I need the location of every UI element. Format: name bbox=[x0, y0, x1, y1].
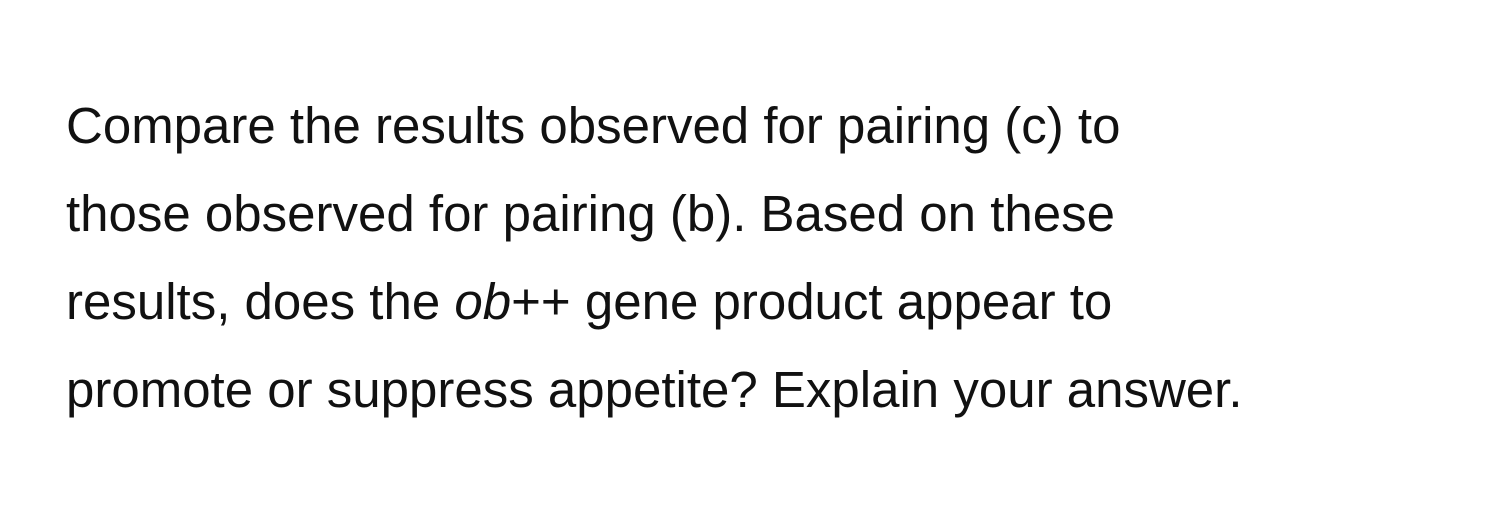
question-line-3 bbox=[66, 258, 1466, 346]
question-line-3-end: ++ gene product appear to bbox=[511, 273, 1113, 330]
question-text bbox=[66, 82, 1466, 434]
question-line-3-start: results, does the bbox=[66, 273, 455, 330]
question-line-2: those observed for pairing (b). Based on these bbox=[66, 185, 1115, 242]
question-line-1: Compare the results observed for pairing (c) to bbox=[66, 97, 1121, 154]
gene-name-italic: ob bbox=[454, 273, 512, 330]
question-line-4: promote or suppress appetite? Explain your answer. bbox=[66, 361, 1243, 418]
